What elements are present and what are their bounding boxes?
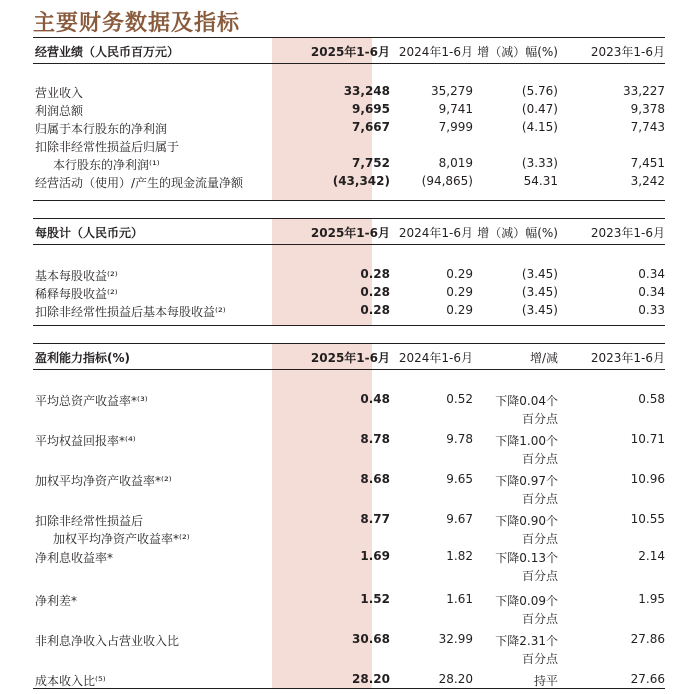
- value-2023: 10.71: [630, 432, 665, 446]
- row-label: 非利息净收入占营业收入比: [35, 634, 180, 648]
- row-label: 净利息收益率*: [35, 551, 114, 565]
- value-change: (0.47): [521, 102, 558, 116]
- value-change-unit: 百分点: [521, 652, 558, 666]
- value-2023: 0.34: [638, 267, 665, 281]
- row-label: 平均总资产收益率*⁽³⁾: [35, 394, 148, 408]
- row-label: 稀释每股收益⁽²⁾: [35, 287, 118, 301]
- table-row: [33, 84, 665, 102]
- value-2025: (43,342): [332, 174, 390, 188]
- value-change-unit: 百分点: [521, 452, 558, 466]
- header-col-2025: 2025年1-6月: [310, 226, 390, 240]
- value-2024: 35,279: [431, 84, 473, 98]
- value-2025: 7,752: [352, 156, 390, 170]
- value-2025: 0.28: [360, 285, 390, 299]
- row-label: 净利差*: [35, 594, 78, 608]
- table-row: [33, 138, 665, 174]
- value-2025: 0.48: [360, 392, 390, 406]
- value-change: (3.45): [521, 303, 558, 317]
- row-label: 平均权益回报率*⁽⁴⁾: [35, 434, 136, 448]
- row-label: 扣除非经常性损益后基本每股收益⁽²⁾: [35, 305, 226, 319]
- table-row: [33, 512, 665, 549]
- value-2024: 9.67: [446, 512, 473, 526]
- header-label: 每股计（人民币元）: [35, 226, 144, 240]
- value-change-unit: 百分点: [521, 569, 558, 583]
- value-2023: 27.66: [630, 672, 665, 686]
- value-change: 下降0.13个: [495, 551, 558, 565]
- value-change: (5.76): [521, 84, 558, 98]
- value-change: (3.45): [521, 267, 558, 281]
- value-2025: 9,695: [352, 102, 390, 116]
- value-2023: 0.58: [638, 392, 665, 406]
- table-bottom-rule: [33, 200, 665, 201]
- value-2024: 0.29: [446, 285, 473, 299]
- value-change: 下降0.09个: [495, 594, 558, 608]
- row-label: 经营活动（使用）/产生的现金流量净额: [35, 176, 244, 190]
- header-col-change: 增/减: [529, 351, 558, 365]
- value-2024: 8,019: [438, 156, 473, 170]
- value-2025: 33,248: [343, 84, 390, 98]
- value-2023: 7,451: [630, 156, 665, 170]
- value-change-unit: 百分点: [521, 532, 558, 546]
- table-row: [33, 432, 665, 472]
- page-title: 主要财务数据及指标: [33, 11, 241, 36]
- header-label: 经营业绩（人民币百万元）: [35, 45, 180, 59]
- row-label: 成本收入比⁽⁵⁾: [35, 674, 106, 688]
- value-2023: 10.55: [630, 512, 665, 526]
- table-row: [33, 120, 665, 138]
- value-2025: 7,667: [352, 120, 390, 134]
- value-2024: 0.52: [446, 392, 473, 406]
- row-label: 营业收入: [35, 86, 84, 100]
- value-change: 下降0.04个: [495, 394, 558, 408]
- row-label-continued: 加权平均净资产收益率*⁽²⁾: [53, 532, 190, 546]
- value-2025: 28.20: [352, 672, 390, 686]
- value-2024: (94,865): [421, 174, 473, 188]
- value-2025: 8.68: [360, 472, 390, 486]
- value-change: 下降0.90个: [495, 514, 558, 528]
- value-2024: 9.78: [446, 432, 473, 446]
- value-2025: 30.68: [352, 632, 390, 646]
- value-2024: 9.65: [446, 472, 473, 486]
- value-2024: 7,999: [438, 120, 473, 134]
- value-change-unit: 百分点: [521, 492, 558, 506]
- header-label: 盈利能力指标(%): [35, 351, 130, 365]
- header-col-2024: 2024年1-6月: [398, 226, 473, 240]
- value-2023: 33,227: [623, 84, 665, 98]
- value-change: 下降1.00个: [495, 434, 558, 448]
- header-col-change: 增（减）幅(%): [477, 226, 558, 240]
- value-2024: 1.61: [446, 592, 473, 606]
- row-label: 基本每股收益⁽²⁾: [35, 269, 118, 283]
- header-col-2025: 2025年1-6月: [310, 351, 390, 365]
- table-row: [33, 303, 665, 321]
- header-col-2025: 2025年1-6月: [310, 45, 390, 59]
- value-change: (4.15): [521, 120, 558, 134]
- profitability-table: [33, 343, 665, 690]
- value-change-unit: 百分点: [521, 412, 558, 426]
- row-label: 利润总额: [35, 104, 84, 118]
- table-bottom-rule: [33, 688, 665, 689]
- row-label: 扣除非经常性损益后: [35, 514, 144, 528]
- table-row: [33, 549, 665, 592]
- value-2023: 2.14: [638, 549, 665, 563]
- table-row: [33, 285, 665, 303]
- table-bottom-rule: [33, 325, 665, 326]
- value-2025: 1.69: [360, 549, 390, 563]
- value-2024: 9,741: [438, 102, 473, 116]
- table-row: [33, 392, 665, 432]
- value-2025: 1.52: [360, 592, 390, 606]
- value-2023: 1.95: [638, 592, 665, 606]
- header-col-2023: 2023年1-6月: [590, 45, 665, 59]
- value-2024: 32.99: [438, 632, 473, 646]
- value-change: (3.33): [521, 156, 558, 170]
- value-2025: 0.28: [360, 267, 390, 281]
- row-label: 加权平均净资产收益率*⁽²⁾: [35, 474, 172, 488]
- table-row: [33, 472, 665, 512]
- value-2023: 9,378: [630, 102, 665, 116]
- per-share-table: [33, 218, 665, 321]
- table-row: [33, 267, 665, 285]
- table-header: [33, 218, 665, 245]
- header-col-2024: 2024年1-6月: [398, 45, 473, 59]
- value-2024: 0.29: [446, 267, 473, 281]
- table-row: [33, 174, 665, 192]
- table-header: [33, 343, 665, 370]
- operating-results-table: [33, 37, 665, 192]
- value-change: (3.45): [521, 285, 558, 299]
- value-2025: 0.28: [360, 303, 390, 317]
- value-change: 54.31: [523, 174, 558, 188]
- value-2025: 8.77: [360, 512, 390, 526]
- table-header: [33, 37, 665, 64]
- header-col-2023: 2023年1-6月: [590, 226, 665, 240]
- value-2024: 28.20: [438, 672, 473, 686]
- value-change: 下降2.31个: [495, 634, 558, 648]
- row-label: 归属于本行股东的净利润: [35, 122, 168, 136]
- value-change: 持平: [533, 674, 558, 688]
- value-2023: 0.33: [638, 303, 665, 317]
- value-2023: 27.86: [630, 632, 665, 646]
- table-row: [33, 592, 665, 632]
- table-row: [33, 102, 665, 120]
- header-col-2023: 2023年1-6月: [590, 351, 665, 365]
- value-2023: 0.34: [638, 285, 665, 299]
- value-2024: 0.29: [446, 303, 473, 317]
- value-change-unit: 百分点: [521, 612, 558, 626]
- table-row: [33, 632, 665, 672]
- value-change: 下降0.97个: [495, 474, 558, 488]
- value-2024: 1.82: [446, 549, 473, 563]
- value-2025: 8.78: [360, 432, 390, 446]
- value-2023: 10.96: [630, 472, 665, 486]
- row-label-continued: 本行股东的净利润⁽¹⁾: [53, 158, 160, 172]
- header-col-change: 增（减）幅(%): [477, 45, 558, 59]
- value-2023: 7,743: [630, 120, 665, 134]
- row-label: 扣除非经常性损益后归属于: [35, 140, 180, 154]
- value-2023: 3,242: [630, 174, 665, 188]
- header-col-2024: 2024年1-6月: [398, 351, 473, 365]
